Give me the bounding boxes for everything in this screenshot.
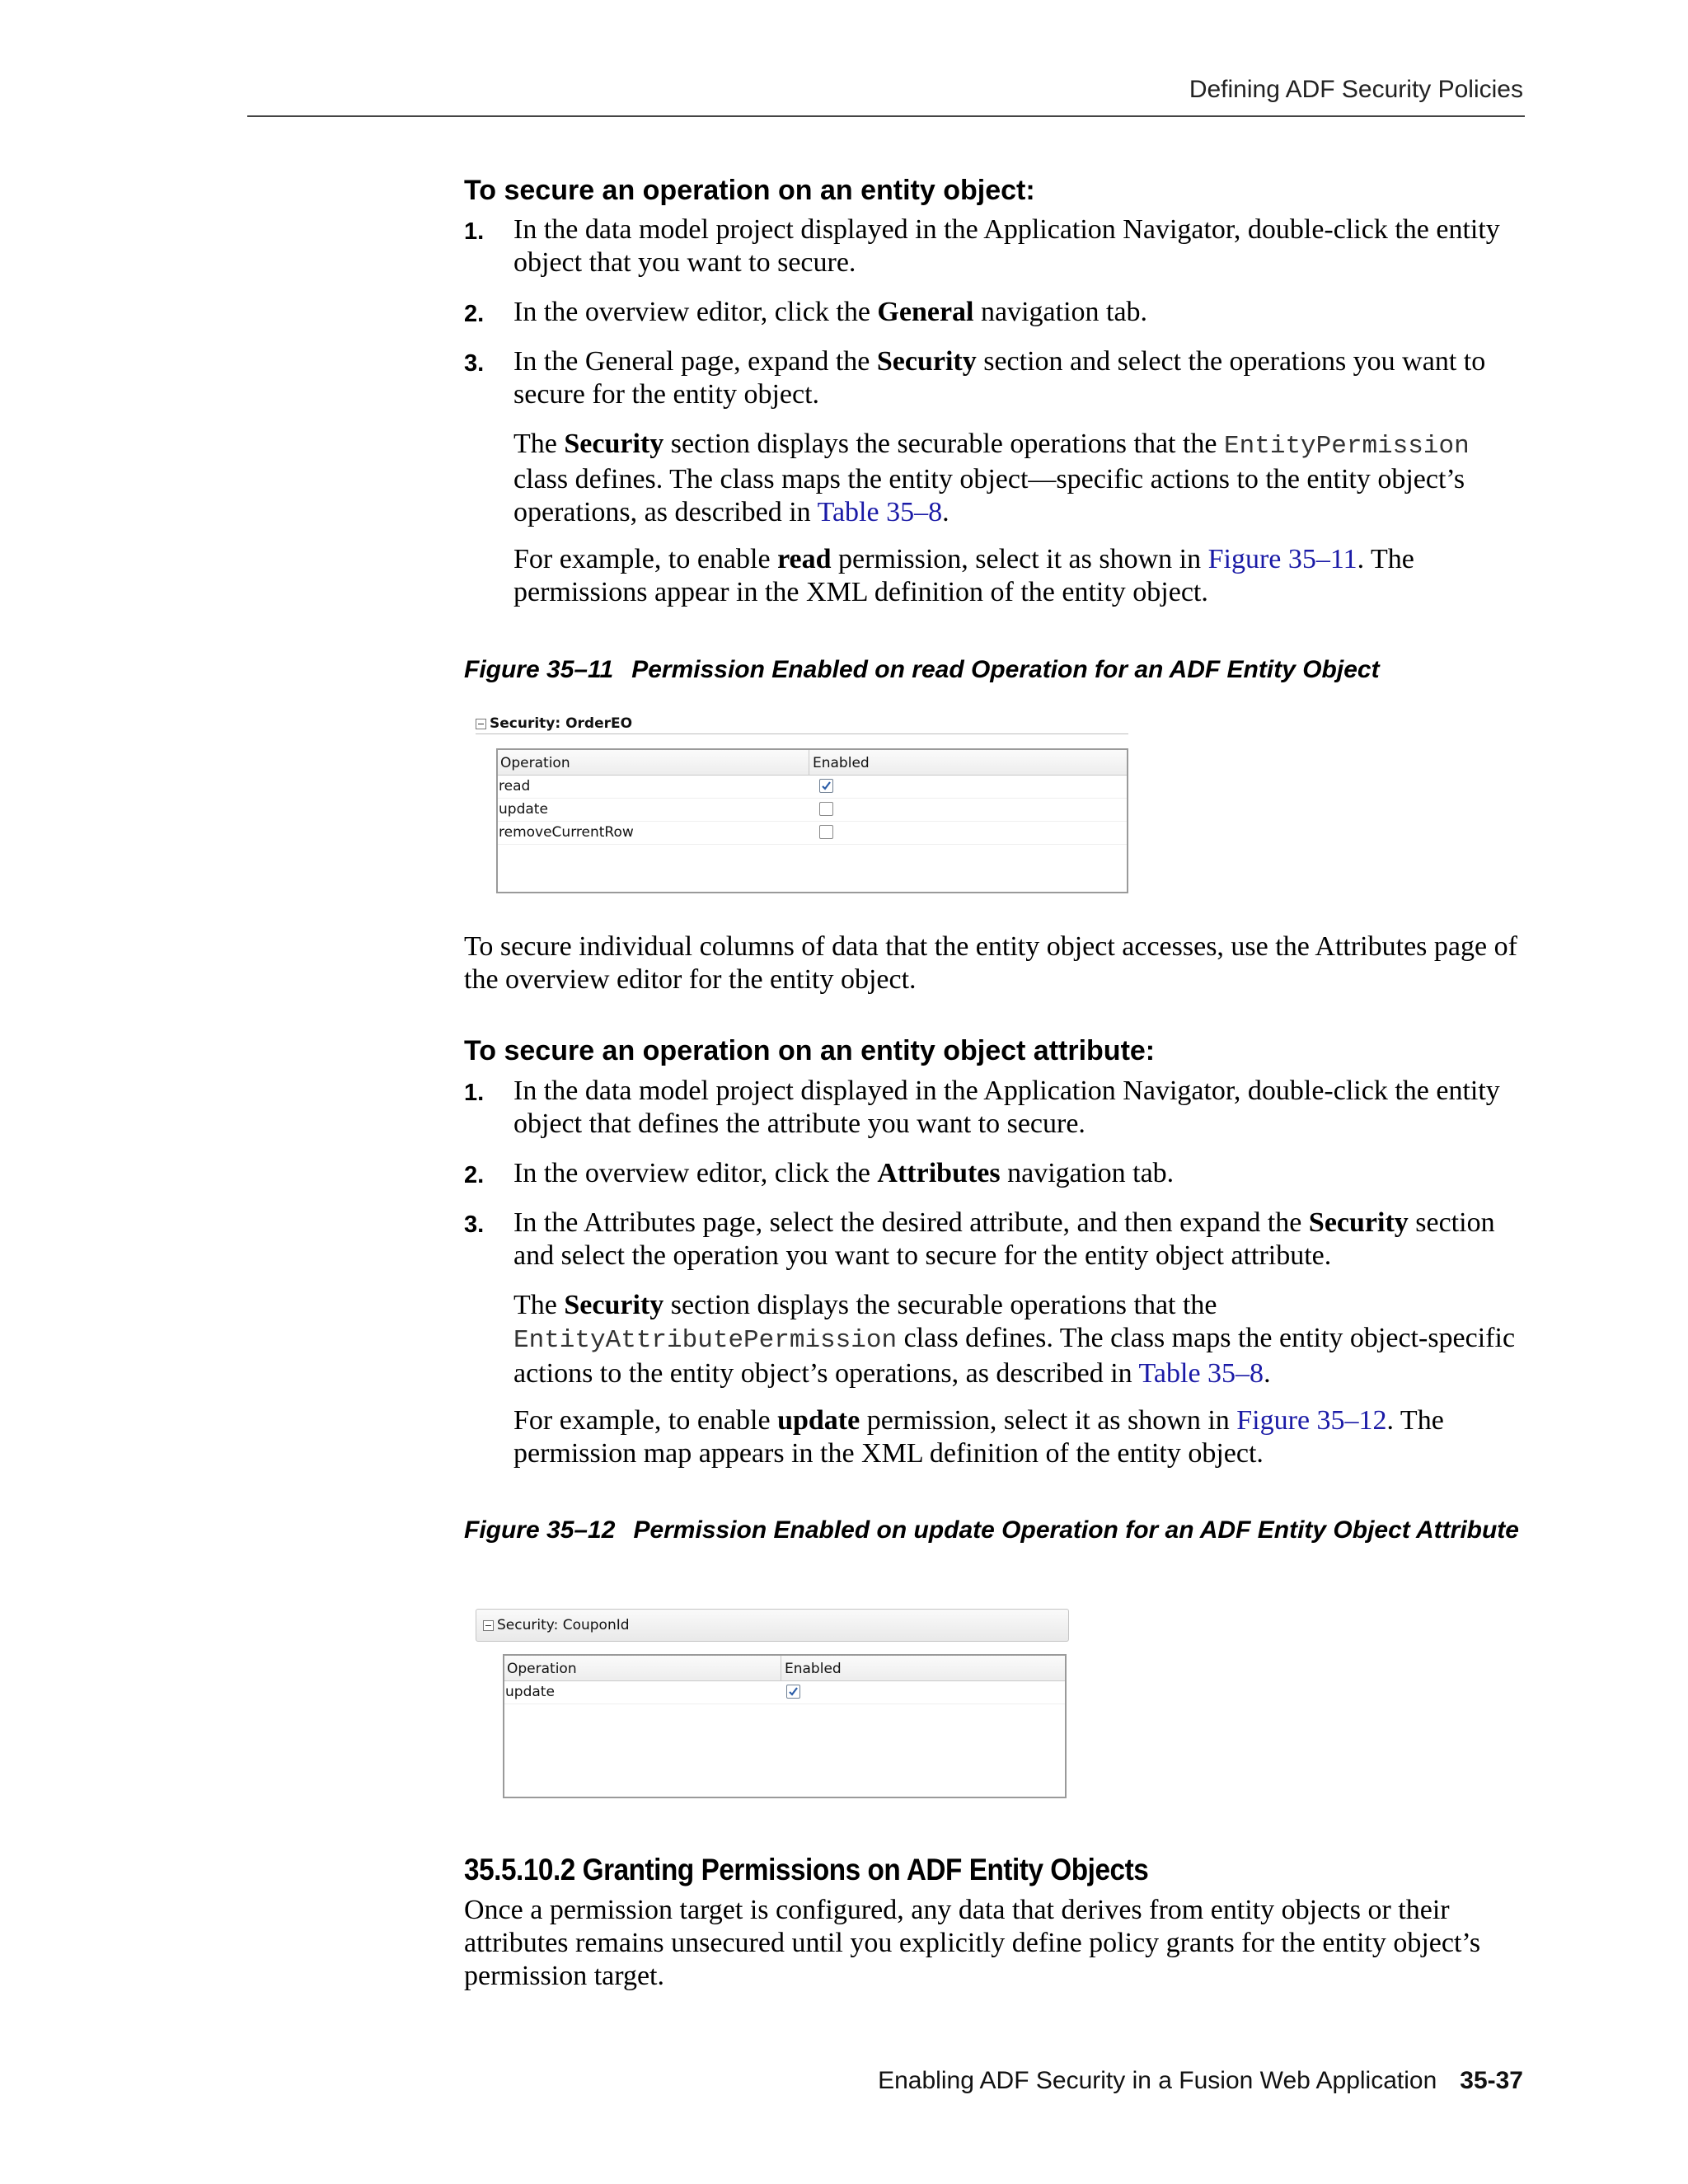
figure-caption: Figure 35–12 Permission Enabled on update Operation for an ADF Entity Object Attribute (464, 1516, 1519, 1544)
operation-name: update (499, 801, 548, 818)
step-number: 1. (464, 218, 485, 245)
figure-link[interactable]: Figure 35–11 (1207, 544, 1357, 574)
panel-title: Security: CouponId (497, 1617, 630, 1633)
checkmark-icon (788, 1686, 799, 1697)
class-name-code: EntityAttributePermission (513, 1326, 898, 1355)
class-name-code: EntityPermission (1224, 432, 1470, 461)
running-header: Defining ADF Security Policies (1189, 76, 1523, 103)
security-panel (476, 1609, 1071, 1800)
table-row (498, 776, 1127, 799)
step-number: 3. (464, 350, 485, 377)
page-footer (495, 2067, 1523, 2095)
step-text: In the data model project displayed in the Application Navigator, double-click the entity object that you want to secure. (513, 214, 1500, 278)
list-item (464, 345, 1527, 411)
step-number: 2. (464, 1162, 485, 1188)
section-heading: 35.5.10.2 Granting Permissions on ADF Entity Objects (464, 1853, 1149, 1886)
step-number: 3. (464, 1212, 485, 1238)
panel-header[interactable] (476, 1609, 1069, 1642)
column-header-enabled[interactable]: Enabled (785, 1661, 842, 1677)
table-row (504, 1681, 1065, 1704)
step-text: In the data model project displayed in the Application Navigator, double-click the entity object that defines the attribute you want to secure. (513, 1076, 1500, 1139)
table-link[interactable]: Table 35–8 (817, 497, 943, 527)
step-number: 1. (464, 1080, 485, 1106)
step-note: For example, to enable read permission, select it as shown in Figure 35–11. The permissions appear in the XML definition of the entity object. (513, 544, 1414, 607)
list-item (464, 1157, 1527, 1190)
permissions-table (503, 1654, 1067, 1798)
collapse-icon[interactable] (483, 1620, 494, 1631)
step-note: The Security section displays the securable operations that the EntityAttributePermission class defines. The class maps the entity object-specific actions to the entity object’s operations, as described in Table 35–8. (513, 1290, 1516, 1389)
procedure-title: To secure an operation on an entity object: (464, 175, 1035, 206)
step-text: In the overview editor, click the Attributes navigation tab. (513, 1158, 1175, 1188)
table-row (498, 822, 1127, 845)
checkmark-icon (821, 780, 832, 791)
column-header-operation[interactable]: Operation (500, 755, 570, 771)
list-item (464, 213, 1527, 279)
step-text: In the General page, expand the Security section and select the operations you want to secure for the entity object. (513, 346, 1486, 410)
figure-caption: Figure 35–11 Permission Enabled on read Operation for an ADF Entity Object (464, 656, 1380, 683)
operation-name: removeCurrentRow (499, 824, 634, 841)
figure-link[interactable]: Figure 35–12 (1236, 1405, 1387, 1436)
table-link[interactable]: Table 35–8 (1138, 1358, 1264, 1389)
panel-header[interactable] (476, 714, 1128, 734)
step-note: The Security section displays the securable operations that the EntityPermission class defines. The class maps the entity object—specific actions to the entity object’s operations, as described in Table 35–8. (513, 429, 1470, 527)
panel-title: Security: OrderEO (490, 715, 633, 732)
operation-name: update (505, 1684, 555, 1700)
enabled-checkbox[interactable] (819, 779, 833, 793)
table-row (498, 799, 1127, 822)
permissions-table (496, 748, 1128, 893)
body-paragraph: Once a permission target is configured, any data that derives from entity objects or their attributes remains unsecured until you explicitly define policy grants for the entity object’s permission target. (464, 1895, 1481, 1991)
header-rule (247, 115, 1525, 117)
operation-name: read (499, 778, 531, 794)
collapse-icon[interactable] (476, 719, 486, 729)
body-paragraph: To secure individual columns of data that the entity object accesses, use the Attributes page of the overview editor for the entity object. (464, 931, 1517, 995)
step-number: 2. (464, 301, 485, 327)
list-item (464, 1207, 1527, 1272)
enabled-checkbox[interactable] (786, 1685, 800, 1699)
footer-chapter-title: Enabling ADF Security in a Fusion Web Application (878, 2067, 1437, 2094)
list-item (464, 1075, 1527, 1141)
list-item (464, 296, 1527, 329)
column-header-operation[interactable]: Operation (507, 1661, 577, 1677)
column-header-enabled[interactable]: Enabled (813, 755, 870, 771)
page-number: 35-37 (1460, 2067, 1523, 2094)
step-text: In the overview editor, click the General navigation tab. (513, 297, 1148, 327)
enabled-checkbox[interactable] (819, 825, 833, 839)
enabled-checkbox[interactable] (819, 802, 833, 816)
step-text: In the Attributes page, select the desired attribute, and then expand the Security section and select the operation you want to secure for the entity object attribute. (513, 1207, 1495, 1271)
table-header (504, 1656, 1065, 1681)
step-note: For example, to enable update permission, select it as shown in Figure 35–12. The permission map appears in the XML definition of the entity object. (513, 1405, 1444, 1469)
procedure-title: To secure an operation on an entity object attribute: (464, 1035, 1156, 1066)
security-panel (476, 714, 1128, 895)
table-header (498, 750, 1127, 776)
